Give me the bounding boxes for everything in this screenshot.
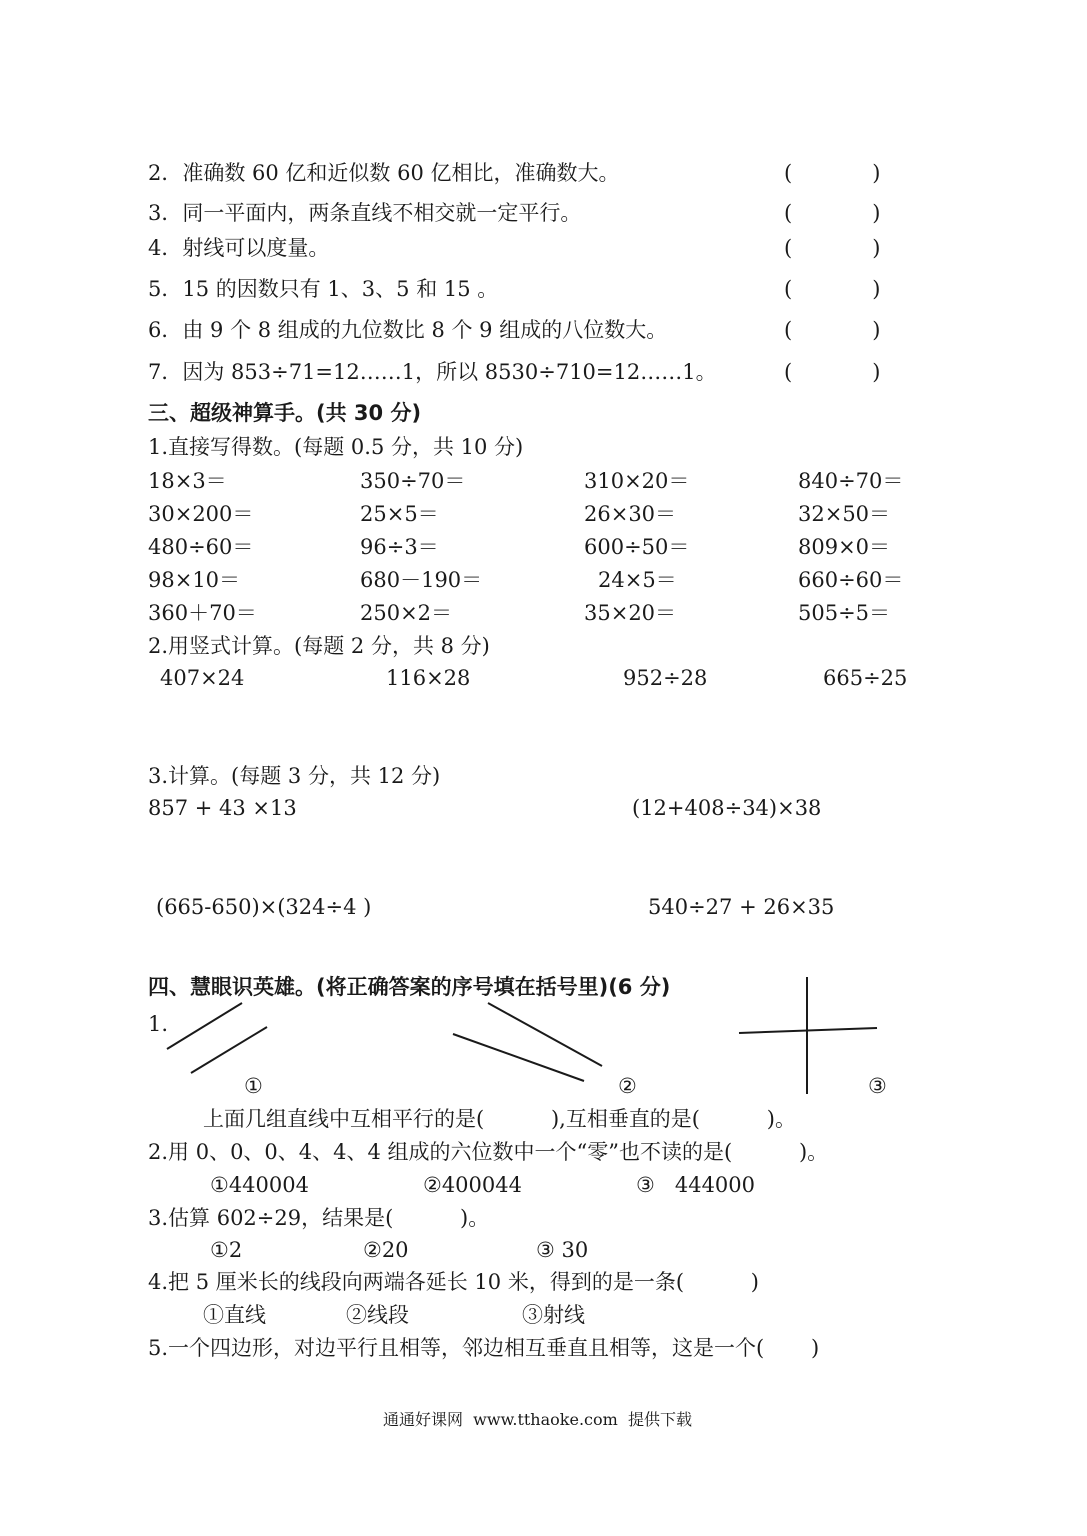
judgment-item: 3．同一平面内，两条直线不相交就一定平行。 [148,201,582,225]
calc-problem: (665-650)×(324÷4 ) [156,895,372,919]
option: ②20 [363,1238,409,1262]
question-text: 上面几组直线中互相平行的是( ),互相垂直的是( )。 [203,1107,796,1131]
oral-problem: 600÷50＝ [584,535,690,559]
question-text: 5.一个四边形，对边平行且相等，邻边相互垂直且相等，这是一个( ) [148,1336,820,1360]
oral-problem: 96÷3＝ [360,535,439,559]
question-text: 4.把 5 厘米长的线段向两端各延长 10 米，得到的是一条( ) [148,1270,759,1294]
oral-problem: 660÷60＝ [798,568,904,592]
figure-2-line [488,1003,602,1066]
option: ②线段 [346,1303,409,1327]
question-title: 1.直接写得数。(每题 0.5 分，共 10 分) [148,435,524,459]
oral-problem: 350÷70＝ [360,469,466,493]
option: ①直线 [203,1303,266,1327]
question-number: 1. [148,1012,169,1036]
figure-label: ② [618,1074,637,1098]
option: ②400044 [423,1173,522,1197]
calc-problem: 540÷27 + 26×35 [648,895,835,919]
answer-paren: ( ) [784,360,881,384]
vertical-problem: 952÷28 [623,666,708,690]
judgment-item: 6．由 9 个 8 组成的九位数比 8 个 9 组成的八位数大。 [148,318,668,342]
footer-text: 通通好课网 www.tthaoke.com 提供下载 [383,1410,692,1429]
question-text: 3.估算 602÷29，结果是( )。 [148,1206,490,1230]
vertical-problem: 665÷25 [823,666,908,690]
oral-problem: 505÷5＝ [798,601,891,625]
question-text: 2.用 0、0、0、4、4、4 组成的六位数中一个“零”也不读的是( )。 [148,1140,829,1164]
oral-problem: 24×5＝ [598,568,677,592]
vertical-problem: 407×24 [160,666,245,690]
option: ①2 [210,1238,243,1262]
oral-problem: 98×10＝ [148,568,241,592]
oral-problem: 480÷60＝ [148,535,254,559]
figure-1-line [191,1027,267,1073]
calc-problem: 857 + 43 ×13 [148,796,297,820]
figure-label: ③ [868,1074,887,1098]
judgment-item: 5．15 的因数只有 1、3、5 和 15 。 [148,277,499,301]
calc-problem: (12+408÷34)×38 [632,796,822,820]
option: ③射线 [522,1303,585,1327]
oral-problem: 310×20＝ [584,469,690,493]
answer-paren: ( ) [784,318,881,342]
option: ③ 30 [536,1238,589,1262]
oral-problem: 680－190＝ [360,568,483,592]
answer-paren: ( ) [784,236,881,260]
oral-problem: 840÷70＝ [798,469,904,493]
figure-2-line [453,1034,584,1081]
oral-problem: 18×3＝ [148,469,227,493]
option: ③ 444000 [636,1173,756,1197]
question-title: 2.用竖式计算。(每题 2 分，共 8 分) [148,634,490,658]
option: ①440004 [210,1173,309,1197]
figure-1-line [167,1003,242,1049]
answer-paren: ( ) [784,277,881,301]
section-heading: 四、慧眼识英雄。(将正确答案的序号填在括号里)(6 分) [148,975,671,999]
answer-paren: ( ) [784,201,881,225]
judgment-item: 2．准确数 60 亿和近似数 60 亿相比，准确数大。 [148,161,620,185]
oral-problem: 360＋70＝ [148,601,257,625]
judgment-item: 4．射线可以度量。 [148,236,330,260]
answer-paren: ( ) [784,161,881,185]
oral-problem: 250×2＝ [360,601,453,625]
section-heading: 三、超级神算手。(共 30 分) [148,401,422,425]
oral-problem: 30×200＝ [148,502,254,526]
oral-problem: 26×30＝ [584,502,677,526]
figure-label: ① [244,1074,263,1098]
oral-problem: 25×5＝ [360,502,439,526]
oral-problem: 35×20＝ [584,601,677,625]
vertical-problem: 116×28 [386,666,471,690]
question-title: 3.计算。(每题 3 分，共 12 分) [148,764,441,788]
oral-problem: 32×50＝ [798,502,891,526]
oral-problem: 809×0＝ [798,535,891,559]
judgment-item: 7．因为 853÷71=12……1，所以 8530÷710=12……1。 [148,360,717,384]
